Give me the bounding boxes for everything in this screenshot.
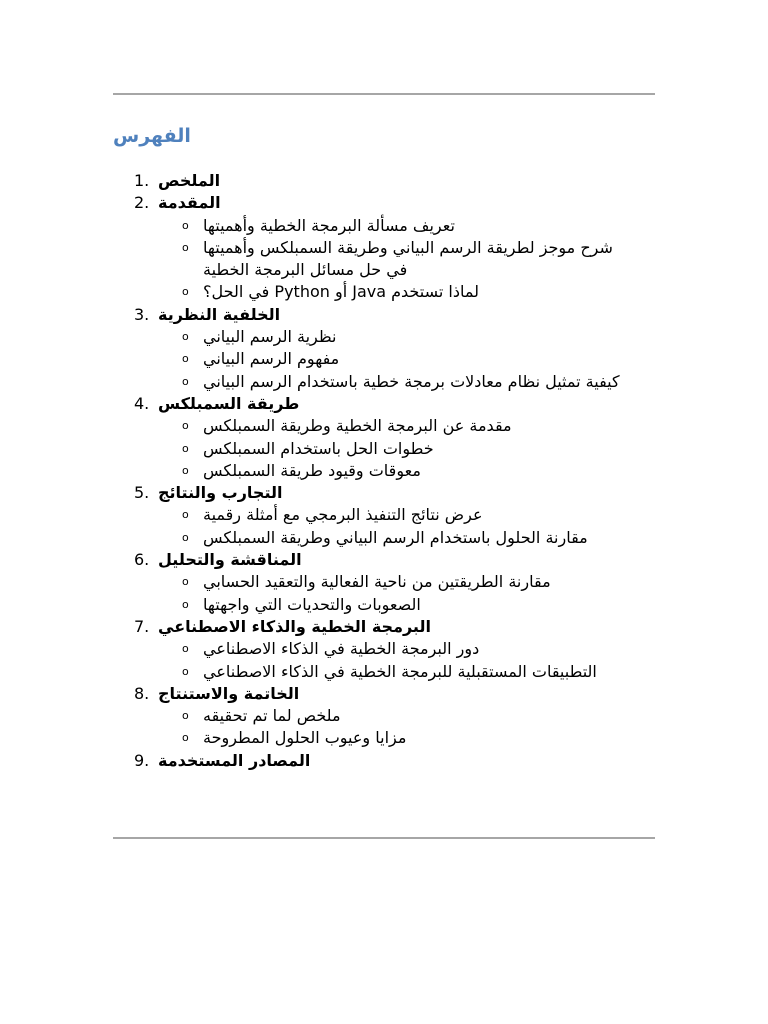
bullet-icon: o <box>182 731 189 745</box>
section-title: البرمجة الخطية والذكاء الاصطناعي <box>158 616 431 636</box>
bullet-icon: o <box>182 530 189 544</box>
bullet-icon: o <box>182 709 189 723</box>
subsection-item <box>132 326 672 348</box>
subsection-item <box>132 661 672 683</box>
subsection-text: مفهوم الرسم البياني <box>203 349 340 369</box>
section-title: الخاتمة والاستنتاج <box>158 683 300 703</box>
section-number: 1. <box>134 171 150 190</box>
subsection-item <box>132 504 672 526</box>
section-number: 9. <box>134 750 150 770</box>
section-number: 2. <box>134 193 150 213</box>
bullet-icon: o <box>182 664 189 678</box>
section-number: 6. <box>134 550 150 570</box>
bullet-icon: o <box>182 642 189 656</box>
subsection-list <box>132 215 672 304</box>
section-title: المصادر المستخدمة <box>158 750 311 770</box>
bullet-icon: o <box>182 330 189 344</box>
subsection-item <box>132 594 672 616</box>
section-number: 8. <box>134 683 150 703</box>
subsection-text: الصعوبات والتحديات التي واجهتها <box>203 594 421 614</box>
subsection-text: لماذا تستخدم Java أو Python في الحل؟ <box>203 282 479 302</box>
subsection-list <box>132 571 672 616</box>
subsection-item <box>132 415 672 437</box>
subsection-text: مزايا وعيوب الحلول المطروحة <box>203 728 407 748</box>
subsection-list <box>132 504 672 549</box>
subsection-item <box>132 638 672 660</box>
section-title: المناقشة والتحليل <box>158 550 302 570</box>
subsection-list <box>132 705 672 750</box>
subsection-text: مقارنة الطريقتين من ناحية الفعالية والتعقيد الحسابي <box>203 572 551 592</box>
toc-section <box>132 750 672 772</box>
toc-section <box>132 482 672 549</box>
bullet-icon: o <box>182 240 189 254</box>
subsection-list <box>132 326 672 393</box>
subsection-item <box>132 705 672 727</box>
section-title: الملخص <box>158 171 221 190</box>
subsection-item <box>132 460 672 482</box>
subsection-text: معوقات وقيود طريقة السمبلكس <box>203 460 421 480</box>
subsection-text: خطوات الحل باستخدام السمبلكس <box>203 438 434 458</box>
section-title: طريقة السمبلكس <box>158 393 300 413</box>
bullet-icon: o <box>182 463 189 477</box>
section-title: الخلفية النظرية <box>158 304 281 324</box>
toc-section <box>132 393 672 482</box>
section-number: 4. <box>134 393 150 413</box>
subsection-item <box>132 348 672 370</box>
subsection-item <box>132 727 672 749</box>
toc-section <box>132 170 672 192</box>
bullet-icon: o <box>182 374 189 388</box>
subsection-text: شرح موجز لطريقة الرسم البياني وطريقة السمبلكس وأهميتها في حل مسائل البرمجة الخطية <box>203 237 613 280</box>
bullet-icon: o <box>182 352 189 366</box>
toc-section <box>132 616 672 683</box>
bullet-icon: o <box>182 218 189 232</box>
section-number: 3. <box>134 304 150 324</box>
bullet-icon: o <box>182 597 189 611</box>
subsection-item <box>132 215 672 237</box>
bullet-icon: o <box>182 441 189 455</box>
bullet-icon: o <box>182 575 189 589</box>
section-title: التجارب والنتائج <box>158 483 283 503</box>
subsection-text: دور البرمجة الخطية في الذكاء الاصطناعي <box>203 639 480 659</box>
subsection-text: كيفية تمثيل نظام معادلات برمجة خطية باستخدام الرسم البياني <box>203 371 620 391</box>
bullet-icon: o <box>182 508 189 522</box>
bullet-icon: o <box>182 419 189 433</box>
subsection-text: نظرية الرسم البياني <box>203 327 337 347</box>
subsection-text: ملخص لما تم تحقيقه <box>203 706 341 726</box>
toc-section <box>132 192 672 303</box>
toc-section <box>132 304 672 393</box>
subsection-text: تعريف مسألة البرمجة الخطية وأهميتها <box>203 215 455 235</box>
section-number: 7. <box>134 616 150 636</box>
subsection-text: مقارنة الحلول باستخدام الرسم البياني وطريقة السمبلكس <box>203 527 588 547</box>
section-title: المقدمة <box>158 193 221 213</box>
subsection-item <box>132 571 672 593</box>
toc-section <box>132 683 672 750</box>
subsection-item <box>132 371 672 393</box>
subsection-text: عرض نتائج التنفيذ البرمجي مع أمثلة رقمية <box>203 505 483 525</box>
subsection-item <box>132 527 672 549</box>
top-divider <box>113 93 655 95</box>
table-of-contents <box>132 170 672 772</box>
subsection-item <box>132 281 672 303</box>
toc-title: الفهرس <box>113 125 191 147</box>
bottom-divider <box>113 837 655 839</box>
subsection-item <box>132 438 672 460</box>
toc-section <box>132 549 672 616</box>
subsection-item <box>132 237 672 282</box>
subsection-text: التطبيقات المستقبلية للبرمجة الخطية في الذكاء الاصطناعي <box>203 661 597 681</box>
subsection-list <box>132 638 672 683</box>
subsection-list <box>132 415 672 482</box>
subsection-text: مقدمة عن البرمجة الخطية وطريقة السمبلكس <box>203 416 512 436</box>
section-number: 5. <box>134 483 150 503</box>
bullet-icon: o <box>182 285 189 299</box>
